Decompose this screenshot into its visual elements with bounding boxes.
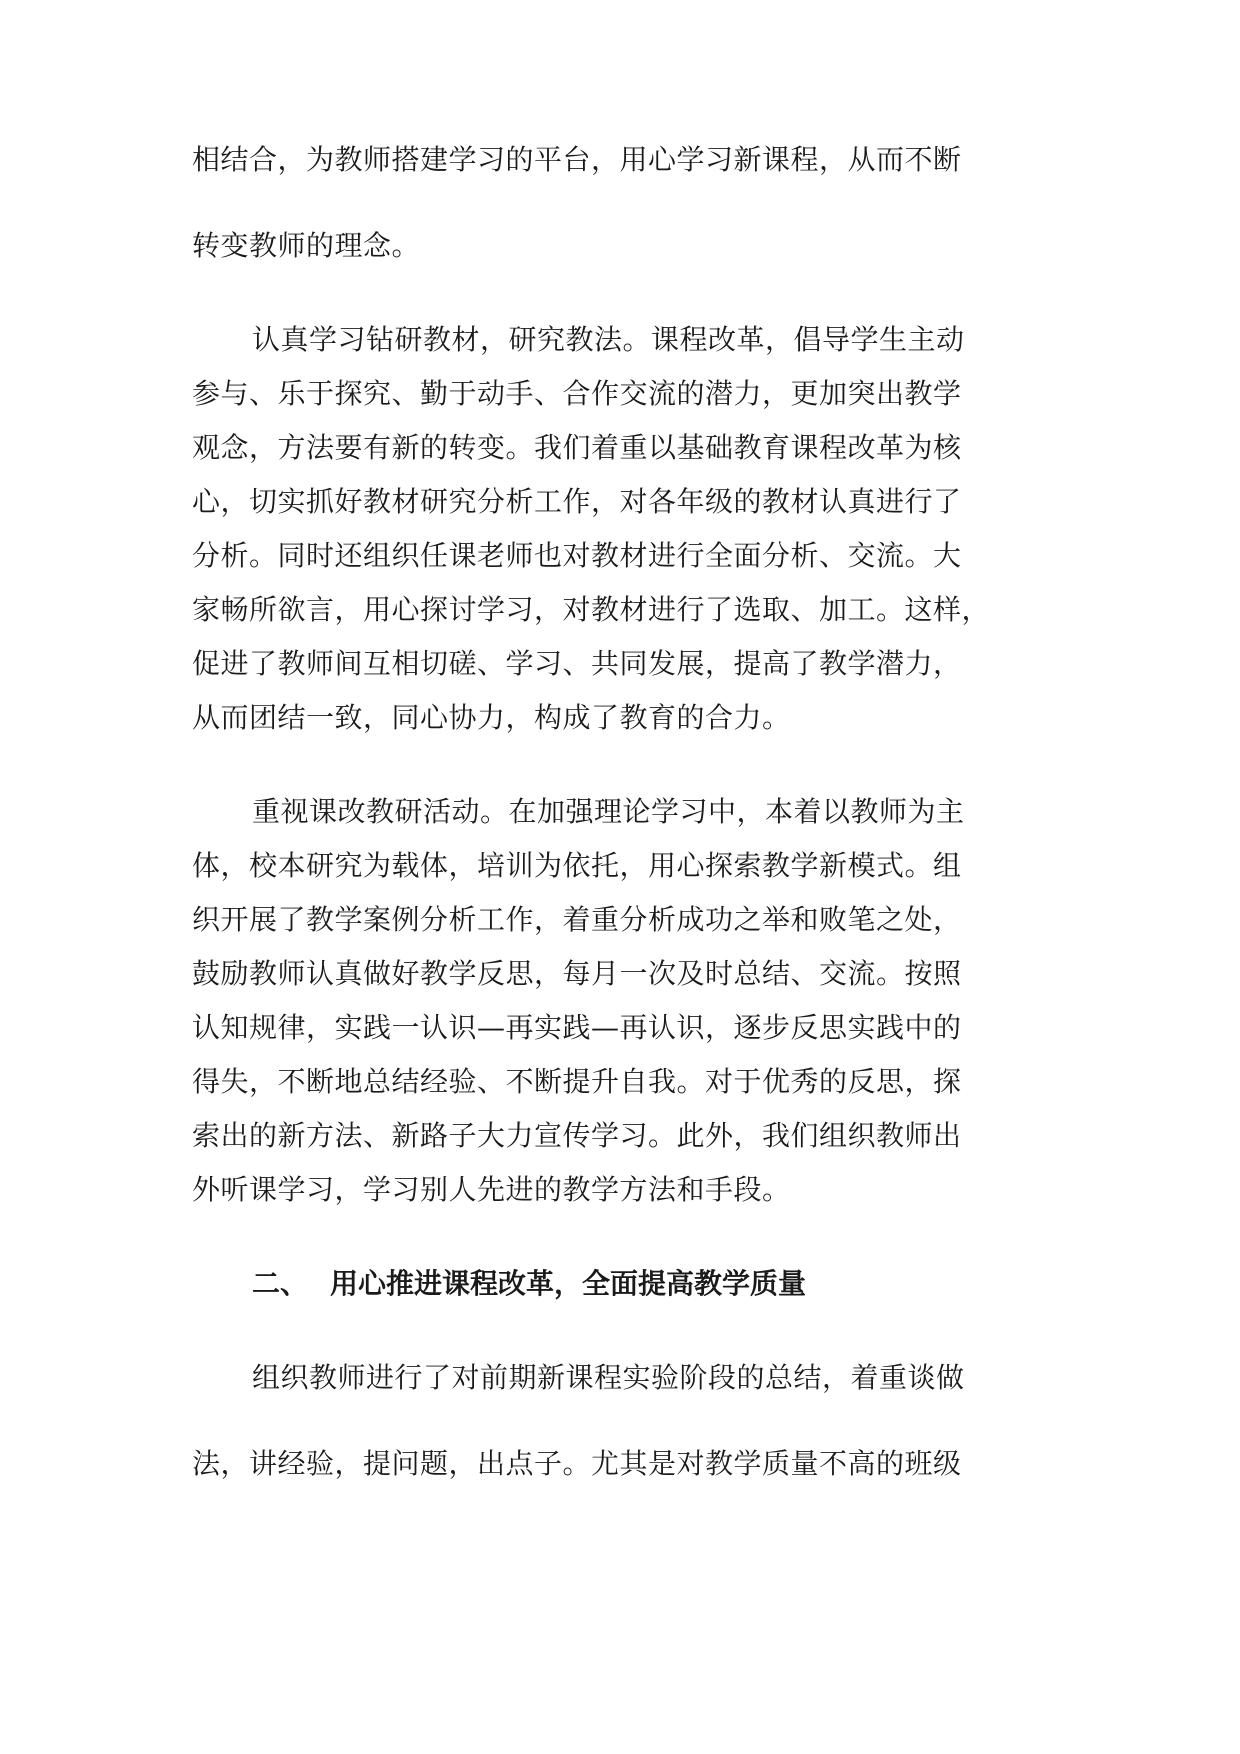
paragraph-3-line-3: 织开展了教学案例分析工作，着重分析成功之举和败笔之处， — [192, 903, 962, 936]
paragraph-2-line-4: 心，切实抓好教材研究分析工作，对各年级的教材认真进行了 — [192, 485, 962, 518]
paragraph-2-line-7: 促进了教师间互相切磋、学习、共同发展，提高了教学潜力， — [192, 647, 962, 680]
paragraph-2-line-3: 观念，方法要有新的转变。我们着重以基础教育课程改革为核 — [192, 431, 962, 464]
paragraph-3-line-5: 认知规律，实践一认识—再实践—再认识，逐步反思实践中的 — [192, 1011, 962, 1044]
paragraph-3-line-8: 外听课学习，学习别人先进的教学方法和手段。 — [192, 1173, 791, 1206]
paragraph-2-line-5: 分析。同时还组织任课老师也对教材进行全面分析、交流。大 — [192, 539, 962, 572]
paragraph-3-line-1: 重视课改教研活动。在加强理论学习中，本着以教师为主 — [252, 795, 965, 828]
paragraph-4-line-1: 组织教师进行了对前期新课程实验阶段的总结，着重谈做 — [252, 1361, 965, 1394]
section-heading — [252, 1264, 806, 1304]
paragraph-3-line-4: 鼓励教师认真做好教学反思，每月一次及时总结、交流。按照 — [192, 957, 962, 990]
paragraph-2-line-8: 从而团结一致，同心协力，构成了教育的合力。 — [192, 701, 791, 734]
paragraph-3-line-7: 索出的新方法、新路子大力宣传学习。此外，我们组织教师出 — [192, 1119, 962, 1152]
paragraph-1-line-1: 相结合，为教师搭建学习的平台，用心学习新课程，从而不断 — [192, 143, 962, 176]
paragraph-2-line-2: 参与、乐于探究、勤于动手、合作交流的潜力，更加突出教学 — [192, 377, 962, 410]
paragraph-3-line-6: 得失，不断地总结经验、不断提升自我。对于优秀的反思，探 — [192, 1065, 962, 1098]
paragraph-2-line-1: 认真学习钻研教材，研究教法。课程改革，倡导学生主动 — [252, 323, 965, 356]
paragraph-4-line-2: 法，讲经验，提问题，出点子。尤其是对教学质量不高的班级 — [192, 1447, 962, 1480]
paragraph-3-line-2: 体，校本研究为载体，培训为依托，用心探索教学新模式。组 — [192, 849, 962, 882]
section-heading-number: 二、 — [252, 1267, 309, 1300]
paragraph-2-line-6: 家畅所欲言，用心探讨学习，对教材进行了选取、加工。这样， — [192, 593, 991, 626]
section-heading-title: 用心推进课程改革，全面提高教学质量 — [330, 1267, 807, 1300]
paragraph-1-line-2: 转变教师的理念。 — [192, 229, 421, 262]
